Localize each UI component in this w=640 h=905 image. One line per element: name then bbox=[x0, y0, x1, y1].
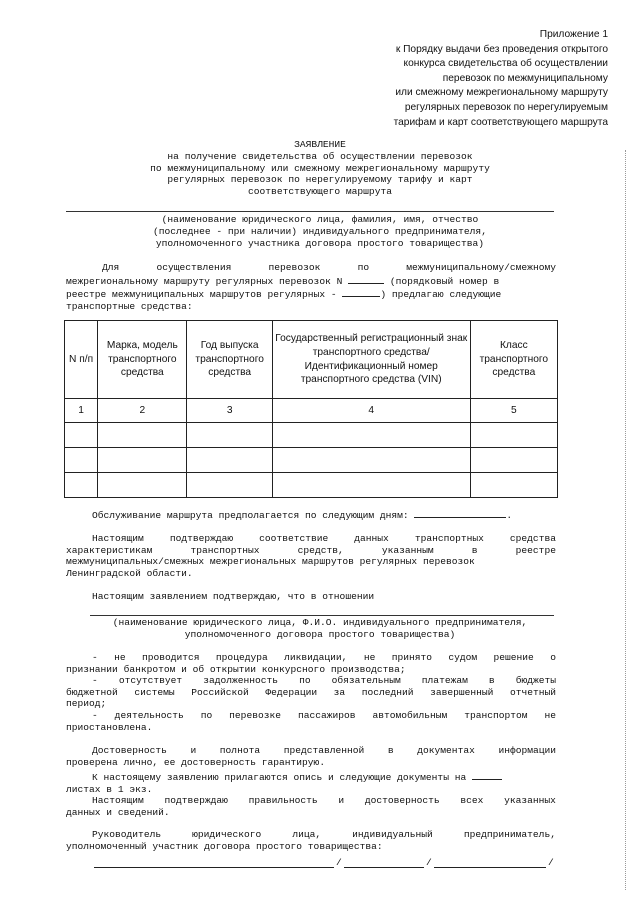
word: ликвидации, bbox=[284, 652, 348, 663]
appendix-line: к Порядку выдачи без проведения открытого bbox=[395, 43, 608, 55]
title-line: на получение свидетельства об осуществлении перевозок bbox=[167, 150, 473, 162]
signature-name-field[interactable] bbox=[434, 858, 546, 868]
table-cell[interactable] bbox=[65, 448, 98, 473]
header-brand-model: Марка, модель транспортного средства bbox=[98, 321, 187, 399]
word: судом bbox=[448, 652, 478, 663]
word: всех bbox=[460, 795, 484, 806]
word: Настоящим bbox=[92, 795, 144, 806]
word: средства bbox=[509, 533, 556, 544]
column-number: 2 bbox=[98, 399, 187, 423]
word: реестре bbox=[515, 544, 556, 556]
caption-line: уполномоченного участника договора простого товарищества) bbox=[155, 237, 485, 249]
word: Для bbox=[102, 262, 120, 273]
caption-line: (наименование юридического лица, фамилия, имя, отчество bbox=[161, 214, 479, 225]
word: о bbox=[550, 652, 556, 663]
appendix-line: Приложение 1 bbox=[539, 29, 608, 40]
table-row bbox=[65, 448, 558, 473]
header-class: Класс транспортного средства bbox=[470, 321, 557, 399]
word: достоверность bbox=[364, 795, 440, 806]
confirm-vehicles-paragraph bbox=[66, 533, 556, 579]
table-cell[interactable] bbox=[187, 448, 272, 473]
attachments-paragraph bbox=[66, 770, 556, 795]
word: - не проводится bbox=[92, 652, 200, 663]
word: - деятельность bbox=[92, 709, 184, 721]
word: отсутствует bbox=[118, 675, 183, 687]
route-number-label: межрегиональному маршруту регулярных перевозок N bbox=[66, 275, 343, 287]
word: бюджетной bbox=[66, 686, 118, 698]
word: представленной bbox=[283, 745, 365, 756]
confirm-line-2 bbox=[66, 545, 556, 557]
vehicles-table bbox=[64, 320, 558, 498]
word: платежам bbox=[421, 675, 468, 687]
confirm-statement bbox=[66, 591, 556, 603]
applicant-name-field[interactable] bbox=[66, 211, 554, 212]
title-line: соответствующего маршрута bbox=[248, 186, 392, 198]
word: указанных bbox=[504, 795, 556, 806]
word: подтверждаю bbox=[169, 533, 234, 544]
table-cell[interactable] bbox=[65, 473, 98, 498]
word: Достоверность bbox=[92, 745, 167, 756]
word: обязательным bbox=[331, 675, 401, 687]
condition-2-line-2 bbox=[66, 687, 556, 699]
appendix-header bbox=[278, 28, 608, 130]
reliability-line-1 bbox=[66, 745, 556, 757]
column-number: 3 bbox=[187, 399, 272, 423]
word: пассажиров bbox=[297, 709, 356, 721]
entity-caption bbox=[80, 617, 560, 641]
reliability-line-2: проверена лично, ее достоверность гарантирую. bbox=[66, 756, 326, 768]
word: системы bbox=[134, 686, 175, 698]
word: отчетный bbox=[509, 686, 557, 698]
word: полнота bbox=[219, 745, 261, 756]
word: не bbox=[544, 709, 557, 721]
condition-3-line-2: приостановлена. bbox=[66, 721, 153, 733]
confirm-line-3: межмуниципальных/смежных межрегиональных маршрутов регулярных перевозок bbox=[66, 556, 475, 568]
word: осуществления bbox=[156, 262, 232, 273]
column-number: 4 bbox=[272, 399, 470, 423]
word: в bbox=[471, 544, 478, 556]
intro-line-4: транспортные средства: bbox=[66, 300, 193, 312]
word: бюджеты bbox=[515, 675, 557, 687]
word: процедура bbox=[215, 652, 268, 663]
word: перевозок bbox=[268, 262, 321, 273]
table-cell[interactable] bbox=[65, 423, 98, 448]
table-cell[interactable] bbox=[98, 448, 187, 473]
word: за bbox=[333, 686, 346, 698]
word: лица, bbox=[292, 829, 322, 840]
route-number-field[interactable] bbox=[348, 274, 384, 284]
intro-paragraph bbox=[66, 262, 556, 312]
intro-line-3 bbox=[66, 287, 556, 301]
route-number-hint: (порядковый номер в bbox=[389, 275, 500, 287]
word: транспортных bbox=[190, 544, 260, 556]
table-cell[interactable] bbox=[187, 423, 272, 448]
word: предприниматель, bbox=[463, 829, 556, 840]
column-number: 5 bbox=[470, 399, 557, 423]
table-number-row bbox=[65, 399, 558, 423]
accuracy-paragraph bbox=[66, 795, 556, 818]
word: автомобильным bbox=[372, 709, 448, 721]
word: по bbox=[299, 675, 311, 687]
entity-name-field[interactable] bbox=[90, 615, 554, 616]
word: Российской bbox=[191, 686, 249, 698]
appendix-line: регулярных перевозок по нерегулируемым bbox=[404, 101, 608, 113]
appendix-line: конкурса свидетельства об осуществлении bbox=[403, 58, 608, 70]
signature-fields bbox=[66, 858, 556, 872]
confirm-line-4: Ленинградской области. bbox=[66, 567, 193, 579]
title-line: по межмуниципальному или смежному межрегиональному маршруту bbox=[150, 162, 490, 174]
period: . bbox=[506, 510, 513, 521]
word: Руководитель bbox=[92, 829, 162, 840]
table-cell[interactable] bbox=[272, 448, 470, 473]
signature-position-field[interactable] bbox=[94, 858, 334, 868]
separator-slash: / bbox=[336, 857, 342, 868]
intro-line-2 bbox=[66, 274, 556, 288]
word: подтверждаю bbox=[164, 795, 228, 806]
table-row bbox=[65, 423, 558, 448]
word: и bbox=[190, 745, 197, 756]
attachments-line-2: листах в 1 экз. bbox=[66, 783, 153, 795]
word: Настоящим bbox=[92, 533, 144, 544]
word: транспортом bbox=[464, 709, 528, 721]
word: задолженность bbox=[203, 675, 279, 687]
appendix-line: тарифам и карт соответствующего маршрута bbox=[393, 116, 608, 128]
table-cell[interactable] bbox=[470, 448, 557, 473]
intro-line-1 bbox=[66, 262, 556, 274]
word: в bbox=[387, 745, 394, 756]
word: в bbox=[488, 675, 495, 687]
table-header-row bbox=[65, 321, 558, 399]
word: не bbox=[363, 652, 376, 663]
word: межмуниципальному/смежному bbox=[406, 262, 556, 273]
word: индивидуальный bbox=[352, 829, 433, 840]
attachments-line-1 bbox=[66, 770, 556, 784]
separator-slash: / bbox=[548, 857, 554, 868]
applicant-caption bbox=[80, 214, 560, 249]
attachments-sheets-field[interactable] bbox=[472, 770, 502, 780]
word: по bbox=[357, 262, 370, 273]
table-cell[interactable] bbox=[187, 473, 272, 498]
word: решение bbox=[493, 652, 534, 663]
signature-paragraph bbox=[66, 829, 556, 852]
word: Федерации bbox=[265, 686, 318, 698]
caption-line: (последнее - при наличии) индивидуального предпринимателя, bbox=[153, 225, 487, 237]
accuracy-line-1 bbox=[66, 795, 556, 807]
table-cell[interactable] bbox=[98, 473, 187, 498]
word: последний bbox=[361, 686, 414, 698]
header-year: Год выпуска транспортного средства bbox=[187, 321, 272, 399]
word: характеристикам bbox=[66, 544, 153, 556]
document-title bbox=[80, 139, 560, 198]
word: соответствие bbox=[259, 533, 329, 544]
signature-line-1 bbox=[66, 829, 556, 841]
title-heading: ЗАЯВЛЕНИЕ bbox=[294, 139, 346, 150]
header-registration: Государственный регистрационный знак транспортного средства/Идентификационный номер транспортного средства (VIN) bbox=[272, 321, 470, 399]
accuracy-line-2: данных и сведений. bbox=[66, 806, 170, 818]
condition-2-line-3: период; bbox=[66, 698, 107, 710]
column-number: 1 bbox=[65, 399, 98, 423]
header-number: N п/п bbox=[65, 321, 98, 399]
table-cell[interactable] bbox=[272, 473, 470, 498]
condition-3-line-1 bbox=[66, 710, 556, 722]
service-days-field[interactable] bbox=[414, 508, 506, 518]
word: средств, bbox=[297, 544, 344, 556]
table-row bbox=[65, 473, 558, 498]
table-cell[interactable] bbox=[470, 423, 557, 448]
confirm-statement-text: Настоящим заявлением подтверждаю, что в отношении bbox=[92, 591, 375, 602]
attachments-label: К настоящему заявлению прилагаются опись и следующие документы на bbox=[92, 772, 467, 783]
conditions-list bbox=[66, 652, 556, 733]
word: информации bbox=[498, 745, 557, 756]
word: - bbox=[92, 675, 98, 687]
word: данных bbox=[354, 533, 389, 544]
word: по bbox=[200, 709, 213, 721]
service-days-label: Обслуживание маршрута предполагается по следующим дням: bbox=[92, 510, 409, 521]
word: транспортных bbox=[414, 533, 484, 544]
confirm-line-1 bbox=[66, 533, 556, 545]
word: документах bbox=[417, 745, 475, 756]
condition-2-line-1 bbox=[66, 675, 556, 687]
service-days-line bbox=[66, 508, 556, 522]
signature-line-2: уполномоченный участник договора простого товарищества: bbox=[66, 840, 383, 852]
table-cell[interactable] bbox=[272, 423, 470, 448]
caption-line: уполномоченного договора простого товарищества) bbox=[184, 628, 456, 640]
title-line: регулярных перевозок по нерегулируемому тарифу и карт bbox=[167, 174, 473, 186]
page-edge-line bbox=[625, 150, 626, 890]
word: принято bbox=[391, 652, 432, 663]
word: завершенный bbox=[430, 686, 494, 698]
appendix-line: или смежному межрегиональному маршруту bbox=[395, 87, 608, 99]
condition-1-line-2: признании банкротом и об открытии конкурсного производства; bbox=[66, 663, 406, 675]
signature-field[interactable] bbox=[344, 858, 424, 868]
word: правильность bbox=[248, 795, 318, 806]
registry-number-field[interactable] bbox=[342, 287, 380, 297]
word: и bbox=[338, 795, 345, 806]
word: юридического bbox=[192, 829, 262, 840]
reliability-paragraph bbox=[66, 745, 556, 768]
separator-slash: / bbox=[426, 857, 432, 868]
registry-label: реестре межмуниципальных маршрутов регулярных - bbox=[66, 289, 337, 301]
registry-suffix: ) предлагаю следующие bbox=[380, 289, 502, 301]
condition-1-line-1 bbox=[66, 652, 556, 664]
table-cell[interactable] bbox=[470, 473, 557, 498]
word: перевозке bbox=[229, 709, 281, 721]
appendix-line: перевозок по межмуниципальному bbox=[442, 72, 608, 84]
word: указанным bbox=[381, 544, 434, 556]
caption-line: (наименование юридического лица, Ф.И.О. индивидуального предпринимателя, bbox=[112, 617, 528, 628]
table-cell[interactable] bbox=[98, 423, 187, 448]
